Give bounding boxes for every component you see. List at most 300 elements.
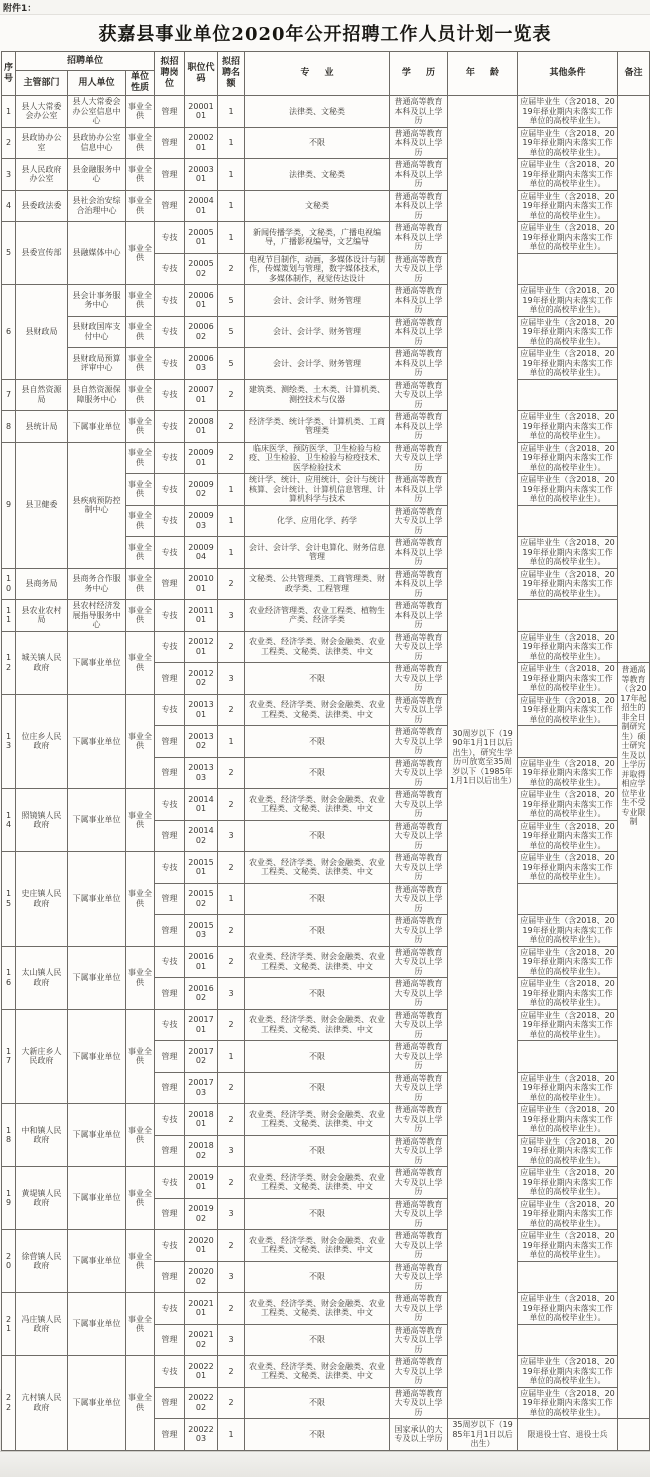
cell-education: 普通高等教育大专及以上学历 [390, 726, 448, 758]
cell-quota: 5 [218, 316, 245, 348]
cell-education: 普通高等教育本科及以上学历 [390, 411, 448, 443]
col-header-remark: 备注 [618, 52, 650, 96]
cell-unit: 下属事业单位 [68, 411, 126, 443]
cell-quota: 2 [218, 1387, 245, 1419]
cell-other-condition: 应届毕业生（含2018、2019年择业期内未落实工作单位的高校毕业生）。 [518, 1009, 618, 1041]
cell-nature: 事业全供 [126, 1230, 155, 1293]
cell-post-type: 专技 [155, 1104, 185, 1136]
cell-education: 普通高等教育大专及以上学历 [390, 1293, 448, 1325]
cell-major: 农业类、经济学类、财会金融类、农业工程类、文秘类、法律类、中文 [245, 1356, 390, 1388]
cell-dept: 县商务局 [16, 568, 68, 600]
cell-education: 普通高等教育本科及以上学历 [390, 348, 448, 380]
cell-quota: 2 [218, 442, 245, 474]
cell-major: 会计、会计学、财务管理 [245, 316, 390, 348]
cell-unit: 下属事业单位 [68, 1167, 126, 1230]
cell-nature: 事业全供 [126, 694, 155, 789]
cell-position-code: 2000903 [185, 505, 218, 537]
cell-dept: 县人大常委会办公室 [16, 96, 68, 128]
cell-other-condition: 应届毕业生（含2018、2019年择业期内未落实工作单位的高校毕业生）。 [518, 127, 618, 159]
cell-post-type: 专技 [155, 600, 185, 632]
cell-major: 不限 [245, 1387, 390, 1419]
cell-nature: 事业全供 [126, 600, 155, 632]
cell-nature: 事业全供 [126, 946, 155, 1009]
cell-other-condition: 应届毕业生（含2018、2019年择业期内未落实工作单位的高校毕业生）。 [518, 1167, 618, 1199]
cell-other-condition [518, 883, 618, 915]
cell-position-code: 2001901 [185, 1167, 218, 1199]
cell-serial: 18 [2, 1104, 16, 1167]
cell-post-type: 管理 [155, 1135, 185, 1167]
cell-serial: 8 [2, 411, 16, 443]
cell-post-type: 管理 [155, 978, 185, 1010]
cell-post-type: 专技 [155, 285, 185, 317]
cell-unit: 下属事业单位 [68, 631, 126, 694]
cell-dept: 史庄镇人民政府 [16, 852, 68, 947]
cell-serial: 2 [2, 127, 16, 159]
cell-position-code: 2002101 [185, 1293, 218, 1325]
cell-other-condition [518, 726, 618, 758]
cell-major: 不限 [245, 978, 390, 1010]
cell-dept: 徐营镇人民政府 [16, 1230, 68, 1293]
cell-education: 普通高等教育大专及以上学历 [390, 663, 448, 695]
recruitment-table [1, 51, 650, 1451]
col-header-serial: 序号 [2, 52, 16, 96]
cell-serial: 11 [2, 600, 16, 632]
cell-nature: 事业全供 [126, 96, 155, 128]
cell-post-type: 专技 [155, 348, 185, 380]
cell-major: 建筑类、测绘类、土木类、计算机类、测控技术与仪器 [245, 379, 390, 411]
cell-nature: 事业全供 [126, 379, 155, 411]
cell-nature: 事业全供 [126, 789, 155, 852]
cell-other-condition: 应届毕业生（含2018、2019年择业期内未落实工作单位的高校毕业生）。 [518, 946, 618, 978]
cell-other-condition: 应届毕业生（含2018、2019年择业期内未落实工作单位的高校毕业生）。 [518, 852, 618, 884]
cell-other-condition: 应届毕业生（含2018、2019年择业期内未落实工作单位的高校毕业生）。 [518, 96, 618, 128]
table-row [2, 946, 650, 978]
cell-position-code: 2000301 [185, 159, 218, 191]
cell-post-type: 管理 [155, 883, 185, 915]
cell-position-code: 2001902 [185, 1198, 218, 1230]
cell-dept: 县统计局 [16, 411, 68, 443]
cell-quota: 1 [218, 1419, 245, 1451]
cell-education: 普通高等教育大专及以上学历 [390, 1230, 448, 1262]
cell-major: 农业类、经济学类、财会金融类、农业工程类、文秘类、法律类、中文 [245, 946, 390, 978]
cell-post-type: 管理 [155, 1324, 185, 1356]
cell-dept: 县委政法委 [16, 190, 68, 222]
cell-dept: 冯庄镇人民政府 [16, 1293, 68, 1356]
table-row [2, 96, 650, 128]
cell-quota: 1 [218, 190, 245, 222]
cell-other-condition: 应届毕业生（含2018、2019年择业期内未落实工作单位的高校毕业生）。 [518, 222, 618, 254]
cell-other-condition: 应届毕业生（含2018、2019年择业期内未落实工作单位的高校毕业生）。 [518, 190, 618, 222]
cell-education: 普通高等教育大专及以上学历 [390, 1261, 448, 1293]
cell-major: 法律类、文秘类 [245, 159, 390, 191]
cell-position-code: 2002102 [185, 1324, 218, 1356]
cell-quota: 2 [218, 568, 245, 600]
cell-education: 普通高等教育大专及以上学历 [390, 1072, 448, 1104]
cell-education: 普通高等教育大专及以上学历 [390, 694, 448, 726]
cell-post-type: 专技 [155, 505, 185, 537]
cell-position-code: 2001502 [185, 883, 218, 915]
cell-quota: 3 [218, 1198, 245, 1230]
cell-quota: 5 [218, 348, 245, 380]
cell-quota: 2 [218, 694, 245, 726]
col-header-code: 职位代码 [185, 52, 218, 96]
cell-position-code: 2001702 [185, 1041, 218, 1073]
cell-post-type: 专技 [155, 442, 185, 474]
cell-quota: 1 [218, 474, 245, 506]
cell-position-code: 2001703 [185, 1072, 218, 1104]
table-row [2, 1293, 650, 1325]
cell-education: 普通高等教育大专及以上学历 [390, 1356, 448, 1388]
cell-other-condition: 限退役士官、退役士兵 [518, 1419, 618, 1451]
cell-quota: 2 [218, 253, 245, 285]
table-row [2, 442, 650, 474]
table-row [2, 1104, 650, 1136]
cell-nature: 事业全供 [126, 127, 155, 159]
cell-quota: 2 [218, 946, 245, 978]
cell-nature: 事业全供 [126, 1356, 155, 1451]
cell-position-code: 2000601 [185, 285, 218, 317]
cell-education: 国家承认的大专及以上学历 [390, 1419, 448, 1451]
cell-major: 化学、应用化学、药学 [245, 505, 390, 537]
table-row [2, 1356, 650, 1388]
cell-post-type: 管理 [155, 1261, 185, 1293]
cell-education: 普通高等教育本科及以上学历 [390, 316, 448, 348]
cell-education: 普通高等教育大专及以上学历 [390, 631, 448, 663]
cell-quota: 2 [218, 631, 245, 663]
cell-nature: 事业全供 [126, 159, 155, 191]
cell-position-code: 2000201 [185, 127, 218, 159]
cell-quota: 1 [218, 537, 245, 569]
cell-major: 农业类、经济学类、财会金融类、农业工程类、文秘类、法律类、中文 [245, 1104, 390, 1136]
cell-other-condition [518, 505, 618, 537]
cell-major: 会计、会计学、财务管理 [245, 348, 390, 380]
cell-nature: 事业全供 [126, 631, 155, 694]
cell-nature: 事业全供 [126, 505, 155, 537]
cell-dept: 中和镇人民政府 [16, 1104, 68, 1167]
cell-education: 普通高等教育大专及以上学历 [390, 1198, 448, 1230]
cell-quota: 2 [218, 789, 245, 821]
cell-quota: 3 [218, 1324, 245, 1356]
cell-position-code: 2002201 [185, 1356, 218, 1388]
cell-nature: 事业全供 [126, 222, 155, 285]
cell-other-condition: 应届毕业生（含2018、2019年择业期内未落实工作单位的高校毕业生）。 [518, 789, 618, 821]
cell-post-type: 专技 [155, 1293, 185, 1325]
cell-serial: 9 [2, 442, 16, 568]
cell-post-type: 专技 [155, 1009, 185, 1041]
cell-remark-empty [618, 96, 650, 663]
cell-dept: 太山镇人民政府 [16, 946, 68, 1009]
cell-major: 会计、会计学、会计电算化、财务信息管理 [245, 537, 390, 569]
cell-post-type: 管理 [155, 159, 185, 191]
table-row [2, 1230, 650, 1262]
cell-other-condition: 应届毕业生（含2018、2019年择业期内未落实工作单位的高校毕业生）。 [518, 1387, 618, 1419]
cell-education: 普通高等教育大专及以上学历 [390, 978, 448, 1010]
cell-position-code: 2001601 [185, 946, 218, 978]
cell-education: 普通高等教育大专及以上学历 [390, 789, 448, 821]
cell-quota: 1 [218, 505, 245, 537]
table-row [2, 222, 650, 254]
cell-dept: 县卫健委 [16, 442, 68, 568]
cell-other-condition: 应届毕业生（含2018、2019年择业期内未落实工作单位的高校毕业生）。 [518, 285, 618, 317]
cell-serial: 21 [2, 1293, 16, 1356]
cell-unit: 县商务合作服务中心 [68, 568, 126, 600]
cell-other-condition: 应届毕业生（含2018、2019年择业期内未落实工作单位的高校毕业生）。 [518, 1356, 618, 1388]
cell-unit: 县金融服务中心 [68, 159, 126, 191]
cell-post-type: 管理 [155, 820, 185, 852]
table-row [2, 285, 650, 317]
cell-post-type: 专技 [155, 222, 185, 254]
cell-quota: 2 [218, 1293, 245, 1325]
cell-serial: 12 [2, 631, 16, 694]
cell-major: 农业类、经济学类、财会金融类、农业工程类、文秘类、法律类、中文 [245, 1009, 390, 1041]
cell-quota: 1 [218, 883, 245, 915]
cell-post-type: 管理 [155, 726, 185, 758]
cell-unit: 县人大常委会办公室信息中心 [68, 96, 126, 128]
cell-nature: 事业全供 [126, 348, 155, 380]
cell-major: 农业类、经济学类、财会金融类、农业工程类、文秘类、法律类、中文 [245, 694, 390, 726]
col-header-post: 拟招聘岗位 [155, 52, 185, 96]
table-row [2, 600, 650, 632]
cell-dept: 县委宣传部 [16, 222, 68, 285]
cell-position-code: 2001303 [185, 757, 218, 789]
cell-nature: 事业全供 [126, 1167, 155, 1230]
cell-quota: 2 [218, 1230, 245, 1262]
cell-major: 农业类、经济学类、财会金融类、农业工程类、文秘类、法律类、中文 [245, 789, 390, 821]
cell-quota: 2 [218, 379, 245, 411]
cell-position-code: 2000603 [185, 348, 218, 380]
table-row [2, 631, 650, 663]
cell-dept: 位庄乡人民政府 [16, 694, 68, 789]
cell-major: 文秘类 [245, 190, 390, 222]
cell-dept: 亢村镇人民政府 [16, 1356, 68, 1451]
cell-major: 法律类、文秘类 [245, 96, 390, 128]
cell-nature: 事业全供 [126, 1293, 155, 1356]
cell-position-code: 2000401 [185, 190, 218, 222]
cell-serial: 16 [2, 946, 16, 1009]
cell-post-type: 管理 [155, 1041, 185, 1073]
cell-post-type: 专技 [155, 946, 185, 978]
cell-nature: 事业全供 [126, 442, 155, 474]
col-header-recruit-unit: 招聘单位 [16, 52, 155, 71]
cell-education: 普通高等教育大专及以上学历 [390, 946, 448, 978]
cell-quota: 2 [218, 1104, 245, 1136]
cell-serial: 3 [2, 159, 16, 191]
cell-unit: 下属事业单位 [68, 1230, 126, 1293]
table-row [2, 159, 650, 191]
cell-dept: 县自然资源局 [16, 379, 68, 411]
cell-position-code: 2002202 [185, 1387, 218, 1419]
cell-quota: 1 [218, 127, 245, 159]
cell-position-code: 2001801 [185, 1104, 218, 1136]
cell-dept: 黄堤镇人民政府 [16, 1167, 68, 1230]
cell-unit: 下属事业单位 [68, 852, 126, 947]
cell-major: 不限 [245, 1324, 390, 1356]
cell-post-type: 专技 [155, 789, 185, 821]
cell-other-condition [518, 1324, 618, 1356]
cell-other-condition: 应届毕业生（含2018、2019年择业期内未落实工作单位的高校毕业生）。 [518, 316, 618, 348]
cell-position-code: 2001503 [185, 915, 218, 947]
cell-post-type: 专技 [155, 631, 185, 663]
cell-remark-empty [618, 1419, 650, 1451]
table-row [2, 1167, 650, 1199]
cell-position-code: 2001602 [185, 978, 218, 1010]
cell-major: 不限 [245, 1261, 390, 1293]
cell-education: 普通高等教育大专及以上学历 [390, 1387, 448, 1419]
table-row [2, 568, 650, 600]
cell-other-condition: 应届毕业生（含2018、2019年择业期内未落实工作单位的高校毕业生）。 [518, 159, 618, 191]
col-header-nature: 单位性质 [126, 71, 155, 96]
cell-unit: 下属事业单位 [68, 694, 126, 789]
cell-post-type: 专技 [155, 411, 185, 443]
cell-other-condition [518, 253, 618, 285]
cell-dept: 县财政局 [16, 285, 68, 380]
cell-unit: 县融媒体中心 [68, 222, 126, 285]
cell-unit: 下属事业单位 [68, 1293, 126, 1356]
cell-post-type: 管理 [155, 1198, 185, 1230]
table-row [2, 190, 650, 222]
cell-major: 农业类、经济学类、财会金融类、农业工程类、文秘类、法律类、中文 [245, 1167, 390, 1199]
cell-education: 普通高等教育大专及以上学历 [390, 1135, 448, 1167]
cell-age-general: 30周岁以下（1990年1月1日以后出生），研究生学历可放宽至35周岁以下（1985年1月1日以后出生） [448, 96, 518, 1419]
cell-major: 不限 [245, 726, 390, 758]
cell-unit: 县会计事务服务中心 [68, 285, 126, 317]
cell-education: 普通高等教育本科及以上学历 [390, 600, 448, 632]
cell-post-type: 专技 [155, 474, 185, 506]
cell-other-condition: 应届毕业生（含2018、2019年择业期内未落实工作单位的高校毕业生）。 [518, 1293, 618, 1325]
cell-education: 普通高等教育大专及以上学历 [390, 1104, 448, 1136]
cell-position-code: 2000904 [185, 537, 218, 569]
cell-position-code: 2002002 [185, 1261, 218, 1293]
cell-quota: 2 [218, 1356, 245, 1388]
cell-other-condition: 应届毕业生（含2018、2019年择业期内未落实工作单位的高校毕业生）。 [518, 442, 618, 474]
cell-serial: 15 [2, 852, 16, 947]
cell-quota: 2 [218, 915, 245, 947]
cell-post-type: 管理 [155, 190, 185, 222]
cell-major: 不限 [245, 663, 390, 695]
cell-major: 农业经济管理类、农业工程类、植物生产类、经济学类 [245, 600, 390, 632]
cell-quota: 2 [218, 757, 245, 789]
cell-position-code: 2000901 [185, 442, 218, 474]
cell-major: 电视节目制作，动画，多媒体设计与制作，传媒策划与管理，数字媒体技术，多媒体制作，视觉传达设计 [245, 253, 390, 285]
cell-position-code: 2000902 [185, 474, 218, 506]
cell-position-code: 2000701 [185, 379, 218, 411]
cell-post-type: 管理 [155, 127, 185, 159]
cell-nature: 事业全供 [126, 285, 155, 317]
cell-remark-note: 普通高等教育（含2017年起招生的非全日制研究生）硕士研究生及以上学历并取得相应学位毕业生不受专业限制 [618, 663, 650, 1419]
cell-serial: 17 [2, 1009, 16, 1104]
cell-education: 普通高等教育大专及以上学历 [390, 915, 448, 947]
cell-post-type: 专技 [155, 253, 185, 285]
cell-education: 普通高等教育本科及以上学历 [390, 96, 448, 128]
cell-position-code: 2000501 [185, 222, 218, 254]
cell-post-type: 管理 [155, 663, 185, 695]
cell-quota: 1 [218, 1041, 245, 1073]
cell-position-code: 2001202 [185, 663, 218, 695]
cell-position-code: 2000801 [185, 411, 218, 443]
cell-dept: 城关镇人民政府 [16, 631, 68, 694]
cell-other-condition: 应届毕业生（含2018、2019年择业期内未落实工作单位的高校毕业生）。 [518, 631, 618, 663]
cell-education: 普通高等教育大专及以上学历 [390, 505, 448, 537]
cell-education: 普通高等教育大专及以上学历 [390, 1009, 448, 1041]
cell-position-code: 2001401 [185, 789, 218, 821]
cell-education: 普通高等教育大专及以上学历 [390, 852, 448, 884]
cell-post-type: 专技 [155, 316, 185, 348]
cell-position-code: 2002001 [185, 1230, 218, 1262]
cell-education: 普通高等教育本科及以上学历 [390, 190, 448, 222]
cell-quota: 1 [218, 726, 245, 758]
cell-position-code: 2000101 [185, 96, 218, 128]
cell-position-code: 2002203 [185, 1419, 218, 1451]
col-header-dept: 主管部门 [16, 71, 68, 96]
col-header-unit: 用人单位 [68, 71, 126, 96]
sheet-bottom-margin [0, 1451, 650, 1477]
cell-major: 会计、会计学、财务管理 [245, 285, 390, 317]
col-header-quota: 拟招聘名额 [218, 52, 245, 96]
cell-dept: 大新庄乡人民政府 [16, 1009, 68, 1104]
cell-education: 普通高等教育本科及以上学历 [390, 127, 448, 159]
cell-major: 农业类、经济学类、财会金融类、农业工程类、文秘类、法律类、中文 [245, 631, 390, 663]
cell-position-code: 2001802 [185, 1135, 218, 1167]
cell-post-type: 管理 [155, 757, 185, 789]
cell-other-condition [518, 1041, 618, 1073]
cell-unit: 下属事业单位 [68, 1009, 126, 1104]
cell-other-condition: 应届毕业生（含2018、2019年择业期内未落实工作单位的高校毕业生）。 [518, 568, 618, 600]
cell-quota: 5 [218, 285, 245, 317]
table-row [2, 348, 650, 380]
cell-other-condition: 应届毕业生（含2018、2019年择业期内未落实工作单位的高校毕业生）。 [518, 820, 618, 852]
cell-post-type: 专技 [155, 379, 185, 411]
cell-quota: 2 [218, 1009, 245, 1041]
cell-other-condition: 应届毕业生（含2018、2019年择业期内未落实工作单位的高校毕业生）。 [518, 348, 618, 380]
col-header-other: 其他条件 [518, 52, 618, 96]
cell-serial: 7 [2, 379, 16, 411]
col-header-major: 专 业 [245, 52, 390, 96]
cell-quota: 1 [218, 96, 245, 128]
cell-nature: 事业全供 [126, 568, 155, 600]
cell-serial: 4 [2, 190, 16, 222]
cell-major: 不限 [245, 820, 390, 852]
cell-nature: 事业全供 [126, 190, 155, 222]
cell-position-code: 2001302 [185, 726, 218, 758]
cell-other-condition [518, 1261, 618, 1293]
cell-major: 不限 [245, 883, 390, 915]
cell-quota: 3 [218, 600, 245, 632]
cell-education: 普通高等教育本科及以上学历 [390, 568, 448, 600]
cell-position-code: 2001001 [185, 568, 218, 600]
cell-other-condition: 应届毕业生（含2018、2019年择业期内未落实工作单位的高校毕业生）。 [518, 915, 618, 947]
cell-other-condition: 应届毕业生（含2018、2019年择业期内未落实工作单位的高校毕业生）。 [518, 1104, 618, 1136]
table-row [2, 411, 650, 443]
cell-education: 普通高等教育大专及以上学历 [390, 820, 448, 852]
cell-major: 临床医学、预防医学、卫生检验与检疫、卫生检验、卫生检验与检疫技术、医学检验技术 [245, 442, 390, 474]
cell-nature: 事业全供 [126, 411, 155, 443]
attachment-label: 附件1： [0, 0, 650, 15]
cell-post-type: 管理 [155, 1387, 185, 1419]
cell-other-condition: 应届毕业生（含2018、2019年择业期内未落实工作单位的高校毕业生）。 [518, 474, 618, 506]
cell-position-code: 2001301 [185, 694, 218, 726]
cell-unit: 县政协办公室信息中心 [68, 127, 126, 159]
cell-major: 不限 [245, 1198, 390, 1230]
cell-post-type: 专技 [155, 1356, 185, 1388]
cell-quota: 2 [218, 411, 245, 443]
cell-unit: 县疾病预防控制中心 [68, 442, 126, 568]
cell-other-condition [518, 379, 618, 411]
cell-dept: 县农业农村局 [16, 600, 68, 632]
cell-quota: 1 [218, 159, 245, 191]
cell-major: 文秘类、公共管理类、工商管理类、财政学类、工程管理 [245, 568, 390, 600]
cell-nature: 事业全供 [126, 537, 155, 569]
cell-serial: 1 [2, 96, 16, 128]
